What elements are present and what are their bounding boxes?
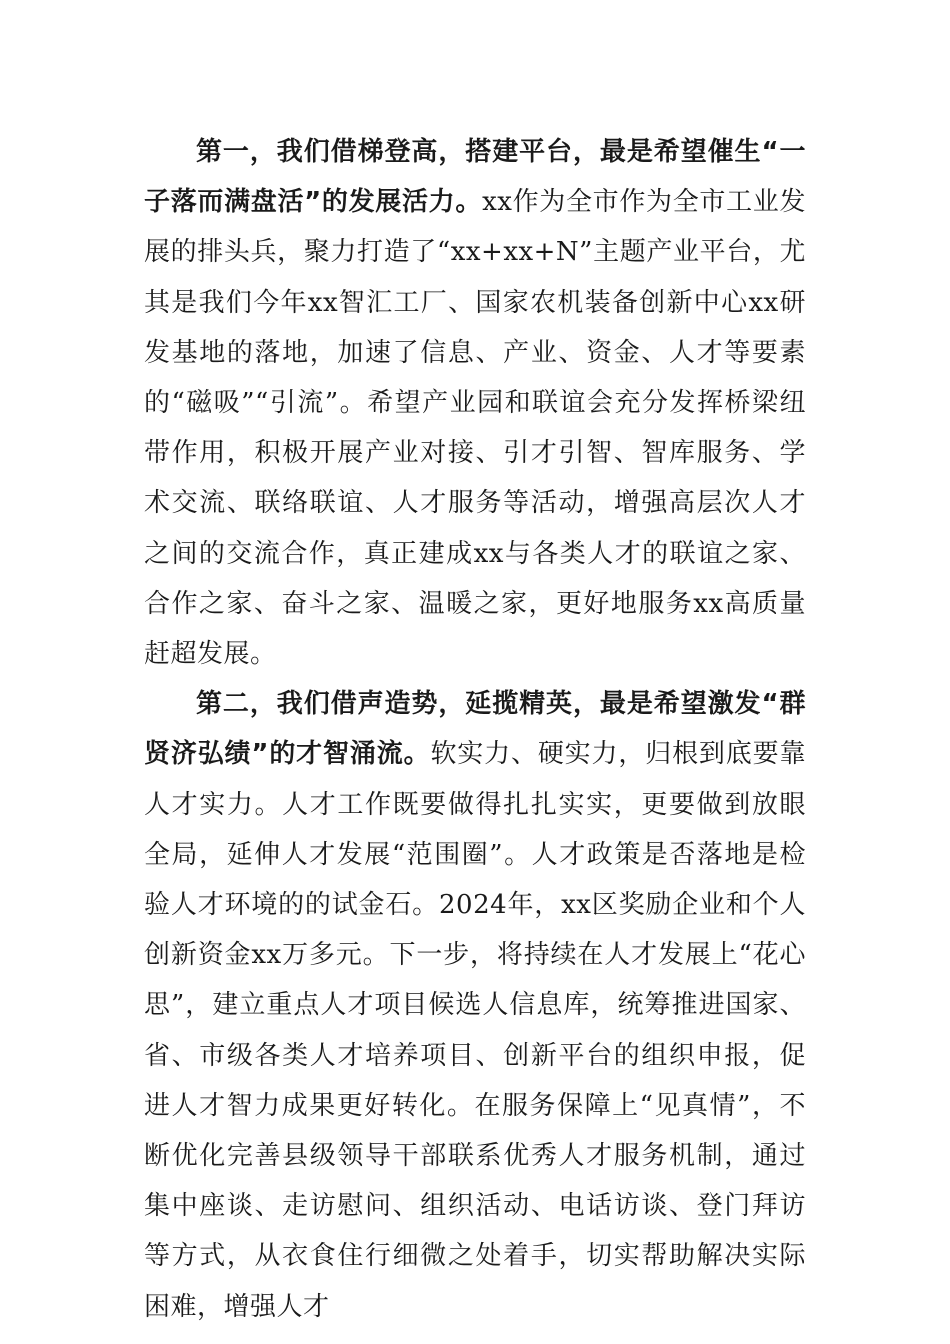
paragraph-first-lead: 第一，我们借梯登高，搭建平台，最是希望催生“一子落而满盘活”的发展活力。 [144, 137, 806, 218]
paragraph-first [144, 127, 806, 679]
paragraph-first-body: xx作为全市作为全市工业发展的排头兵，聚力打造了“xx+xx+N”主题产业平台，尤其是我们今年xx智汇工厂、国家农机装备创新中心xx研发基地的落地，加速了信息、产业、资金、人才等要素的“磁吸”“引流”。希望产业园和联谊会充分发挥桥梁纽带作用，积极开展产业对接、引才引智、智库服务、学术交流、联络联谊、人才服务等活动，增强高层次人才之间的交流合作，真正建成xx与各类人才的联谊之家、合作之家、奋斗之家、温暖之家，更好地服务xx高质量赶超发展。 [144, 187, 807, 670]
paragraph-second-lead: 第二，我们借声造势，延揽精英，最是希望激发“群贤济弘绩”的才智涌流。 [144, 689, 806, 770]
paragraph-second-body: 软实力、硬实力，归根到底要靠人才实力。人才工作既要做得扎扎实实，更要做到放眼全局，延伸人才发展“范围圈”。人才政策是否落地是检验人才环境的的试金石。2024年，xx区奖励企业和个人创新资金xx万多元。下一步，将持续在人才发展上“花心思”，建立重点人才项目候选人信息库，统筹推进国家、省、市级各类人才培养项目、创新平台的组织申报，促进人才智力成果更好转化。在服务保障上“见真情”，不断优化完善县级领导干部联系优秀人才服务机制，通过集中座谈、走访慰问、组织活动、电话访谈、登门拜访等方式，从衣食住行细微之处着手，切实帮助解决实际困难，增强人才 [144, 739, 806, 1322]
paragraph-second [144, 679, 806, 1332]
document-body [144, 127, 806, 1332]
